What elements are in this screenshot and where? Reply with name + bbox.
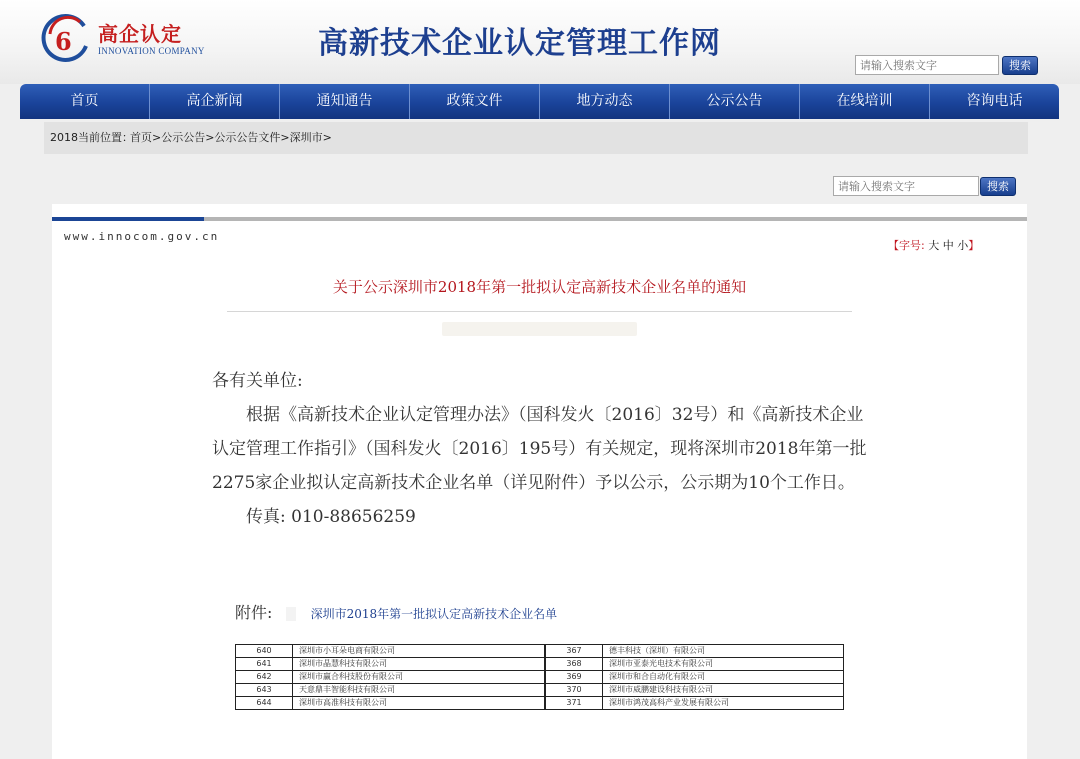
title-divider [227, 311, 852, 312]
file-icon [286, 607, 296, 621]
blurred-meta [442, 322, 637, 336]
attachment-row [235, 600, 557, 623]
table-row: 640 深圳市小耳朵电商有限公司 [236, 645, 545, 658]
nav-item-local-news[interactable]: 地方动态 [540, 84, 670, 119]
article-top-divider [52, 217, 1027, 221]
attachment-label: 附件: [235, 603, 273, 622]
main-nav [20, 84, 1059, 119]
nav-item-news[interactable]: 高企新闻 [150, 84, 280, 119]
attachment-link[interactable]: 深圳市2018年第一批拟认定高新技术企业名单 [310, 607, 558, 621]
site-domain: www.innocom.gov.cn [64, 230, 220, 243]
font-size-medium[interactable]: 中 [942, 239, 954, 252]
font-size-label: 【字号: [888, 239, 925, 252]
salutation: 各有关单位: [212, 371, 303, 391]
header-search-input[interactable] [855, 55, 999, 75]
table-row: 370 深圳市威鹏建设科技有限公司 [546, 684, 844, 697]
site-header [0, 0, 1080, 84]
font-size-small[interactable]: 小 [957, 239, 969, 252]
nav-item-home[interactable]: 首页 [20, 84, 150, 119]
table-row: 641 深圳市晶慧科技有限公司 [236, 658, 545, 671]
article-body [212, 364, 872, 534]
table-row: 368 深圳市亚泰光电技术有限公司 [546, 658, 844, 671]
nav-item-training[interactable]: 在线培训 [800, 84, 930, 119]
breadcrumb-prefix: 2018当前位置： [50, 131, 133, 144]
table-row: 367 德丰科技（深圳）有限公司 [546, 645, 844, 658]
company-table-right [545, 644, 844, 710]
article-title: 关于公示深圳市2018年第一批拟认定高新技术企业名单的通知 [332, 278, 747, 296]
site-title: 高新技术企业认定管理工作网 [318, 26, 721, 61]
breadcrumb [44, 122, 1028, 154]
nav-item-notices[interactable]: 通知通告 [280, 84, 410, 119]
logo-text-cn: 高企认定 [98, 22, 182, 46]
fax-line: 传真: 010-88656259 [246, 507, 416, 527]
header-search-button[interactable]: 搜索 [1002, 56, 1038, 75]
logo-mark-icon [40, 12, 92, 64]
nav-item-announcements[interactable]: 公示公告 [670, 84, 800, 119]
body-paragraph: 根据《高新技术企业认定管理办法》（国科发火〔2016〕32号）和《高新技术企业认定管理工作指引》（国科发火〔2016〕195号）有关规定，现将深圳市2018年第一批2275家企业拟认定高新技术企业名单（详见附件）予以公示，公示期为10个工作日。 [212, 405, 867, 493]
font-size-end: 】 [968, 239, 980, 252]
table-row: 642 深圳市赢合科技股份有限公司 [236, 671, 545, 684]
table-row: 644 深圳市高准科技有限公司 [236, 697, 545, 710]
content-search-input[interactable] [833, 176, 979, 196]
svg-text:6: 6 [55, 27, 72, 56]
nav-item-hotline[interactable]: 咨询电话 [966, 93, 1023, 109]
content-search-button[interactable]: 搜索 [980, 177, 1016, 196]
font-size-large[interactable]: 大 [928, 239, 940, 252]
table-row: 369 深圳市和合自动化有限公司 [546, 671, 844, 684]
table-row: 643 天意鼎丰智能科技有限公司 [236, 684, 545, 697]
company-table-left [235, 644, 545, 710]
table-row: 371 深圳市鸿茂高科产业发展有限公司 [546, 697, 844, 710]
font-size-switcher [888, 237, 979, 253]
logo-text-en: INNOVATION COMPANY [98, 46, 205, 56]
site-logo[interactable] [40, 12, 220, 64]
nav-item-policies[interactable]: 政策文件 [410, 84, 540, 119]
article-panel [52, 204, 1027, 759]
breadcrumb-path[interactable]: 首页>公示公告>公示公告文件>深圳市> [130, 131, 332, 144]
